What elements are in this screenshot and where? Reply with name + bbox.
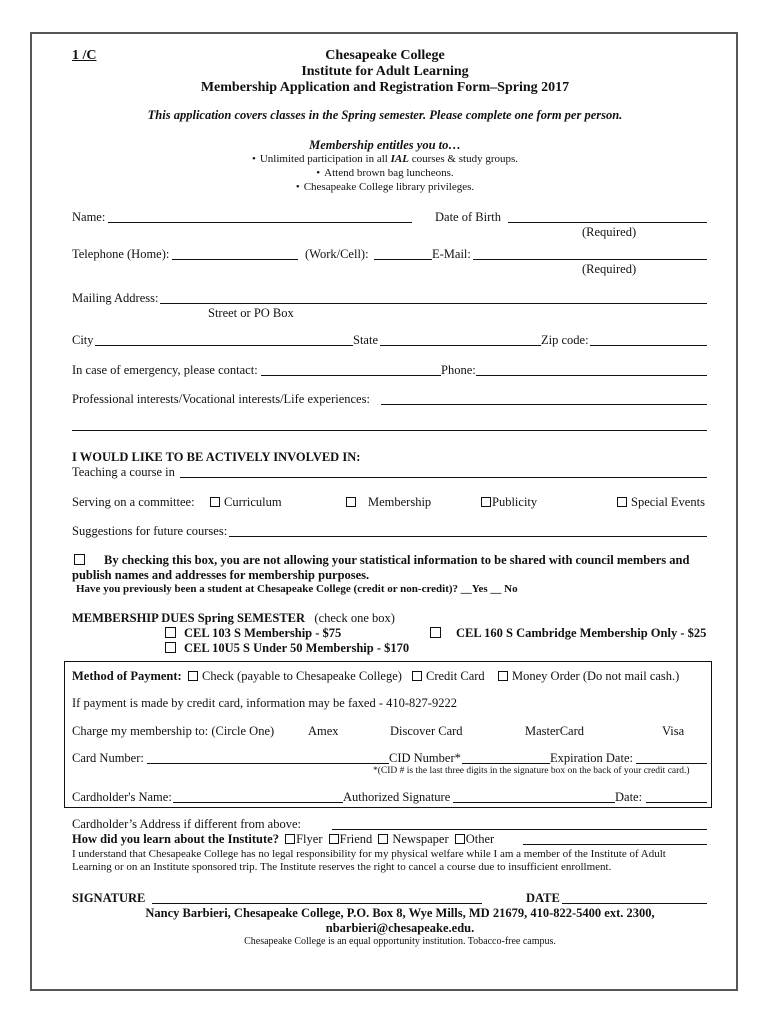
street-hint: Street or PO Box [208,306,294,320]
interests-field[interactable] [381,404,707,405]
membership-checkbox[interactable] [346,497,356,507]
committee-membership[interactable]: Membership [346,495,431,510]
expiration-field[interactable] [636,763,707,764]
signature-date-label: DATE [526,891,560,905]
mailing-label: Mailing Address: [72,291,159,305]
signature-date-field[interactable] [562,903,707,904]
liability-text-1: I understand that Chesapeake College has no legal responsibility for my physical welfare while I am a member of the Institute of Adult [72,848,666,860]
institute-name: Institute for Adult Learning [301,64,469,79]
phone-field[interactable] [476,375,707,376]
zip-field[interactable] [590,345,707,346]
teaching-field[interactable] [180,477,707,478]
suggestions-field[interactable] [229,536,707,537]
state-field[interactable] [380,345,541,346]
dues-opt1-checkbox[interactable] [165,627,176,638]
prev-student-question: Have you previously been a student at Chesapeake College (credit or non-credit)? __Yes __ No [76,583,518,595]
committee-publicity[interactable]: Publicity [481,495,537,510]
authorized-sig-field[interactable] [453,802,615,803]
tel-home-field[interactable] [172,259,298,260]
card-visa[interactable]: Visa [662,724,685,738]
publicity-checkbox[interactable] [481,497,491,507]
signature-field[interactable] [152,903,482,904]
dues-heading-line: MEMBERSHIP DUES Spring SEMESTER (check one box) [72,611,395,625]
privacy-text-1: By checking this box, you are not allowing your statistical information to be shared with council members and [104,553,690,567]
dues-opt3-label: CEL 160 S Cambridge Membership Only - $25 [456,626,707,640]
city-field[interactable] [95,345,353,346]
committee-label: Serving on a committee: [72,495,195,509]
authorized-sig-label: Authorized Signature [343,790,451,804]
other-field[interactable] [523,844,707,845]
phone-label: Phone: [441,363,476,377]
benefit-item-3: • Chesapeake College library privileges. [0,181,770,193]
dob-label: Date of Birth [435,210,501,224]
cardholder-address-label: Cardholder’s Address if different from above: [72,817,301,831]
dob-required: (Required) [582,225,637,239]
signature-label: SIGNATURE [72,891,146,905]
cid-label: CID Number* [389,751,461,765]
name-label: Name: [72,210,106,224]
newspaper-checkbox[interactable] [378,834,388,844]
cid-field[interactable] [462,763,550,764]
tel-home-label: Telephone (Home): [72,247,170,261]
interests-label: Professional interests/Vocational interests/Life experiences: [72,392,370,406]
equal-opportunity-note: Chesapeake College is an equal opportunity institution. Tobacco-free campus. [244,936,556,947]
fax-note: If payment is made by credit card, information may be faxed - 410-827-9222 [72,696,457,710]
committee-curriculum[interactable]: Curriculum [210,495,282,510]
money-order-checkbox[interactable] [498,671,508,681]
card-discover[interactable]: Discover Card [390,724,463,738]
payment-date-label: Date: [615,790,643,804]
cid-note: *(CID # is the last three digits in the signature box on the back of your credit card.) [373,766,690,776]
cardholder-name-label: Cardholder's Name: [72,790,172,804]
special-events-checkbox[interactable] [617,497,627,507]
card-number-label: Card Number: [72,751,144,765]
benefits-heading: Membership entitles you to… [309,138,461,152]
state-label: State [353,333,378,347]
curriculum-checkbox[interactable] [210,497,220,507]
liability-text-2: Learning or on an Institute sponsored trip. The Institute reserves the right to cancel a course due to insufficient enrollment. [72,861,612,873]
payment-method-label: Method of Payment: [72,669,182,683]
charge-to-label: Charge my membership to: (Circle One) [72,724,275,738]
expiration-label: Expiration Date: [550,751,633,765]
how-learn-row: How did you learn about the Institute? Flyer Friend Newspaper Other [72,832,495,846]
email-required: (Required) [582,262,637,276]
friend-checkbox[interactable] [329,834,339,844]
form-title: Membership Application and Registration Form–Spring 2017 [200,80,570,95]
interests-field-2[interactable] [72,430,707,431]
privacy-text-2: publish names and addresses for membership purposes. [72,568,370,582]
payment-money-order-option[interactable]: Money Order (Do not mail cash.) [498,669,679,684]
work-cell-field[interactable] [374,259,432,260]
dob-field[interactable] [508,222,707,223]
payment-date-field[interactable] [646,802,707,803]
mailing-field[interactable] [160,303,707,304]
payment-credit-option[interactable]: Credit Card [412,669,485,684]
zip-label: Zip code: [541,333,589,347]
emergency-label: In case of emergency, please contact: [72,363,258,377]
cardholder-name-field[interactable] [173,802,343,803]
dues-opt2-label: CEL 10U5 S Under 50 Membership - $170 [184,641,410,655]
credit-card-checkbox[interactable] [412,671,422,681]
cardholder-address-field[interactable] [332,829,707,830]
payment-check-option[interactable]: Check (payable to Chesapeake College) [188,669,402,684]
email-label: E-Mail: [432,247,471,261]
dues-opt3-checkbox[interactable] [430,627,441,638]
teaching-label: Teaching a course in [72,465,175,479]
contact-email[interactable]: nbarbieri@chesapeake.edu. [325,921,475,935]
name-field[interactable] [108,222,412,223]
coverage-note: This application covers classes in the Spring semester. Please complete one form per person. [147,108,623,122]
committee-special-events[interactable]: Special Events [617,495,705,510]
emergency-field[interactable] [261,375,441,376]
dues-opt2-checkbox[interactable] [165,642,176,653]
benefit-item-2: • Attend brown bag luncheons. [0,167,770,179]
suggestions-label: Suggestions for future courses: [72,524,228,538]
city-label: City [72,333,94,347]
college-name: Chesapeake College [325,48,445,63]
work-cell-label: (Work/Cell): [305,247,369,261]
check-checkbox[interactable] [188,671,198,681]
dues-opt1-label: CEL 103 S Membership - $75 [184,626,342,640]
card-mastercard[interactable]: MasterCard [525,724,585,738]
other-checkbox[interactable] [455,834,465,844]
privacy-checkbox[interactable] [74,554,85,565]
email-field[interactable] [473,259,707,260]
involvement-heading: I WOULD LIKE TO BE ACTIVELY INVOLVED IN: [72,450,361,464]
card-amex[interactable]: Amex [308,724,339,738]
flyer-checkbox[interactable] [285,834,295,844]
card-number-field[interactable] [147,763,389,764]
contact-line-1: Nancy Barbieri, Chesapeake College, P.O. Box 8, Wye Mills, MD 21679, 410-822-5400 ext. 2300, [145,906,655,920]
form-code: 1 /C [72,48,97,63]
benefit-item-1: • Unlimited participation in all IAL courses & study groups. [0,153,770,165]
